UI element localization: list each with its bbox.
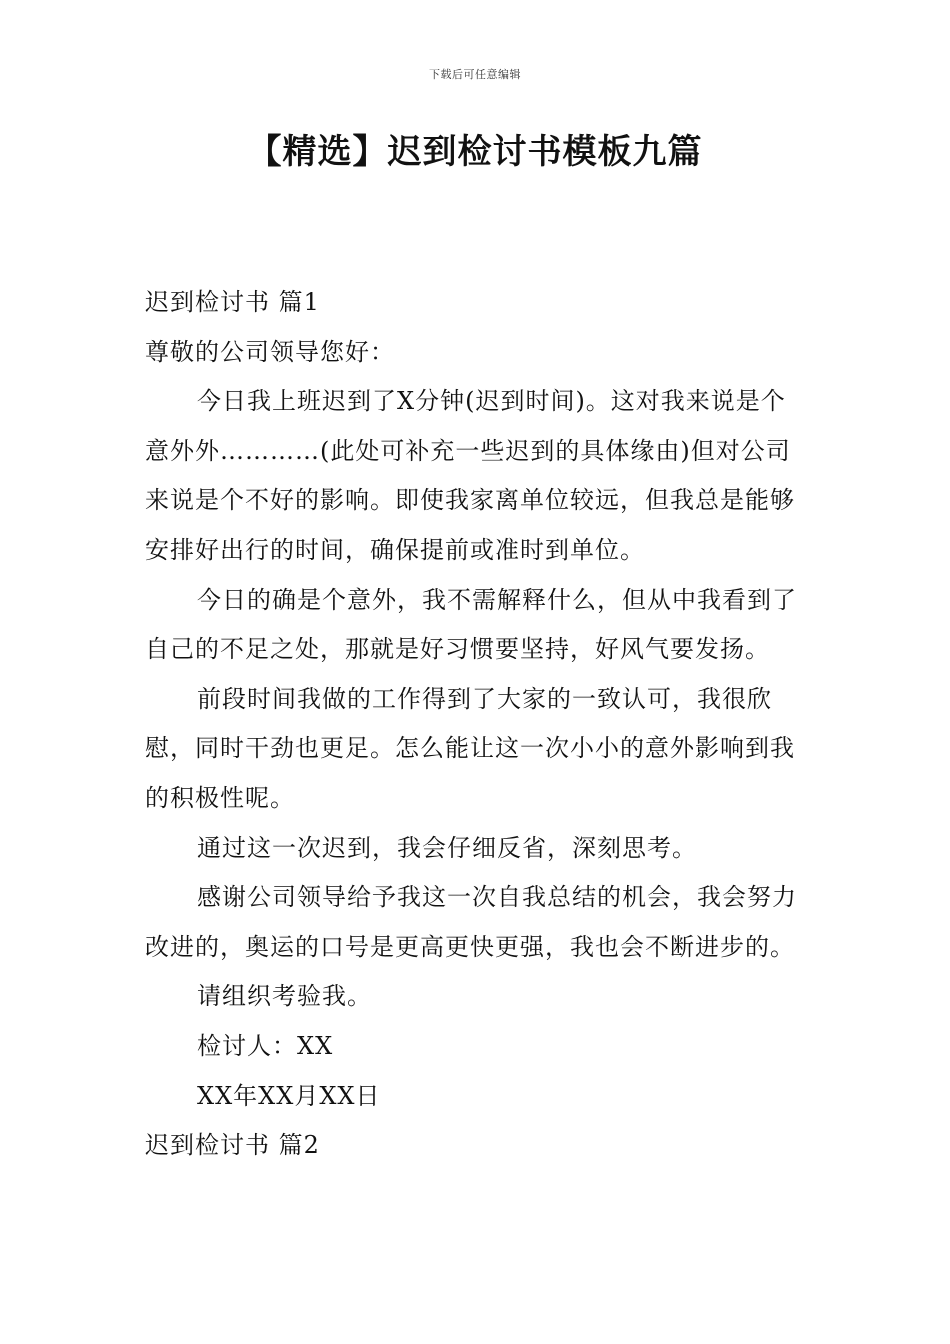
paragraph-1: 今日我上班迟到了X分钟(迟到时间)。这对我来说是个意外外…………(此处可补充一些迟到的具体缘由)但对公司来说是个不好的影响。即使我家离单位较远，但我总是能够安排好出行的时间，确保提前或准时到单位。 bbox=[145, 387, 795, 564]
document-title: 【精选】迟到检讨书模板九篇 bbox=[247, 132, 703, 172]
section-heading-1: 迟到检讨书 篇1 bbox=[145, 288, 320, 316]
salutation: 尊敬的公司领导您好： bbox=[145, 337, 395, 366]
paragraph-6: 请组织考验我。 bbox=[197, 982, 372, 1011]
section-heading-2: 迟到检讨书 篇2 bbox=[145, 1131, 320, 1160]
paragraph-2: 今日的确是个意外，我不需解释什么，但从中我看到了自己的不足之处，那就是好习惯要坚持，好风气要发扬。 bbox=[145, 585, 797, 664]
header-note: 下载后可任意编辑 bbox=[429, 68, 521, 81]
paragraph-4: 通过这一次迟到，我会仔细反省，深刻思考。 bbox=[197, 833, 697, 862]
signer-line: 检讨人：XX bbox=[197, 1031, 334, 1060]
paragraph-3: 前段时间我做的工作得到了大家的一致认可，我很欣慰，同时干劲也更足。怎么能让这一次小小的意外影响到我的积极性呢。 bbox=[145, 684, 795, 812]
document-body bbox=[145, 278, 810, 1171]
date-line: XX年XX月XX日 bbox=[197, 1081, 381, 1110]
paragraph-5: 感谢公司领导给予我这一次自我总结的机会，我会努力改进的，奥运的口号是更高更快更强，我也会不断进步的。 bbox=[145, 883, 797, 961]
